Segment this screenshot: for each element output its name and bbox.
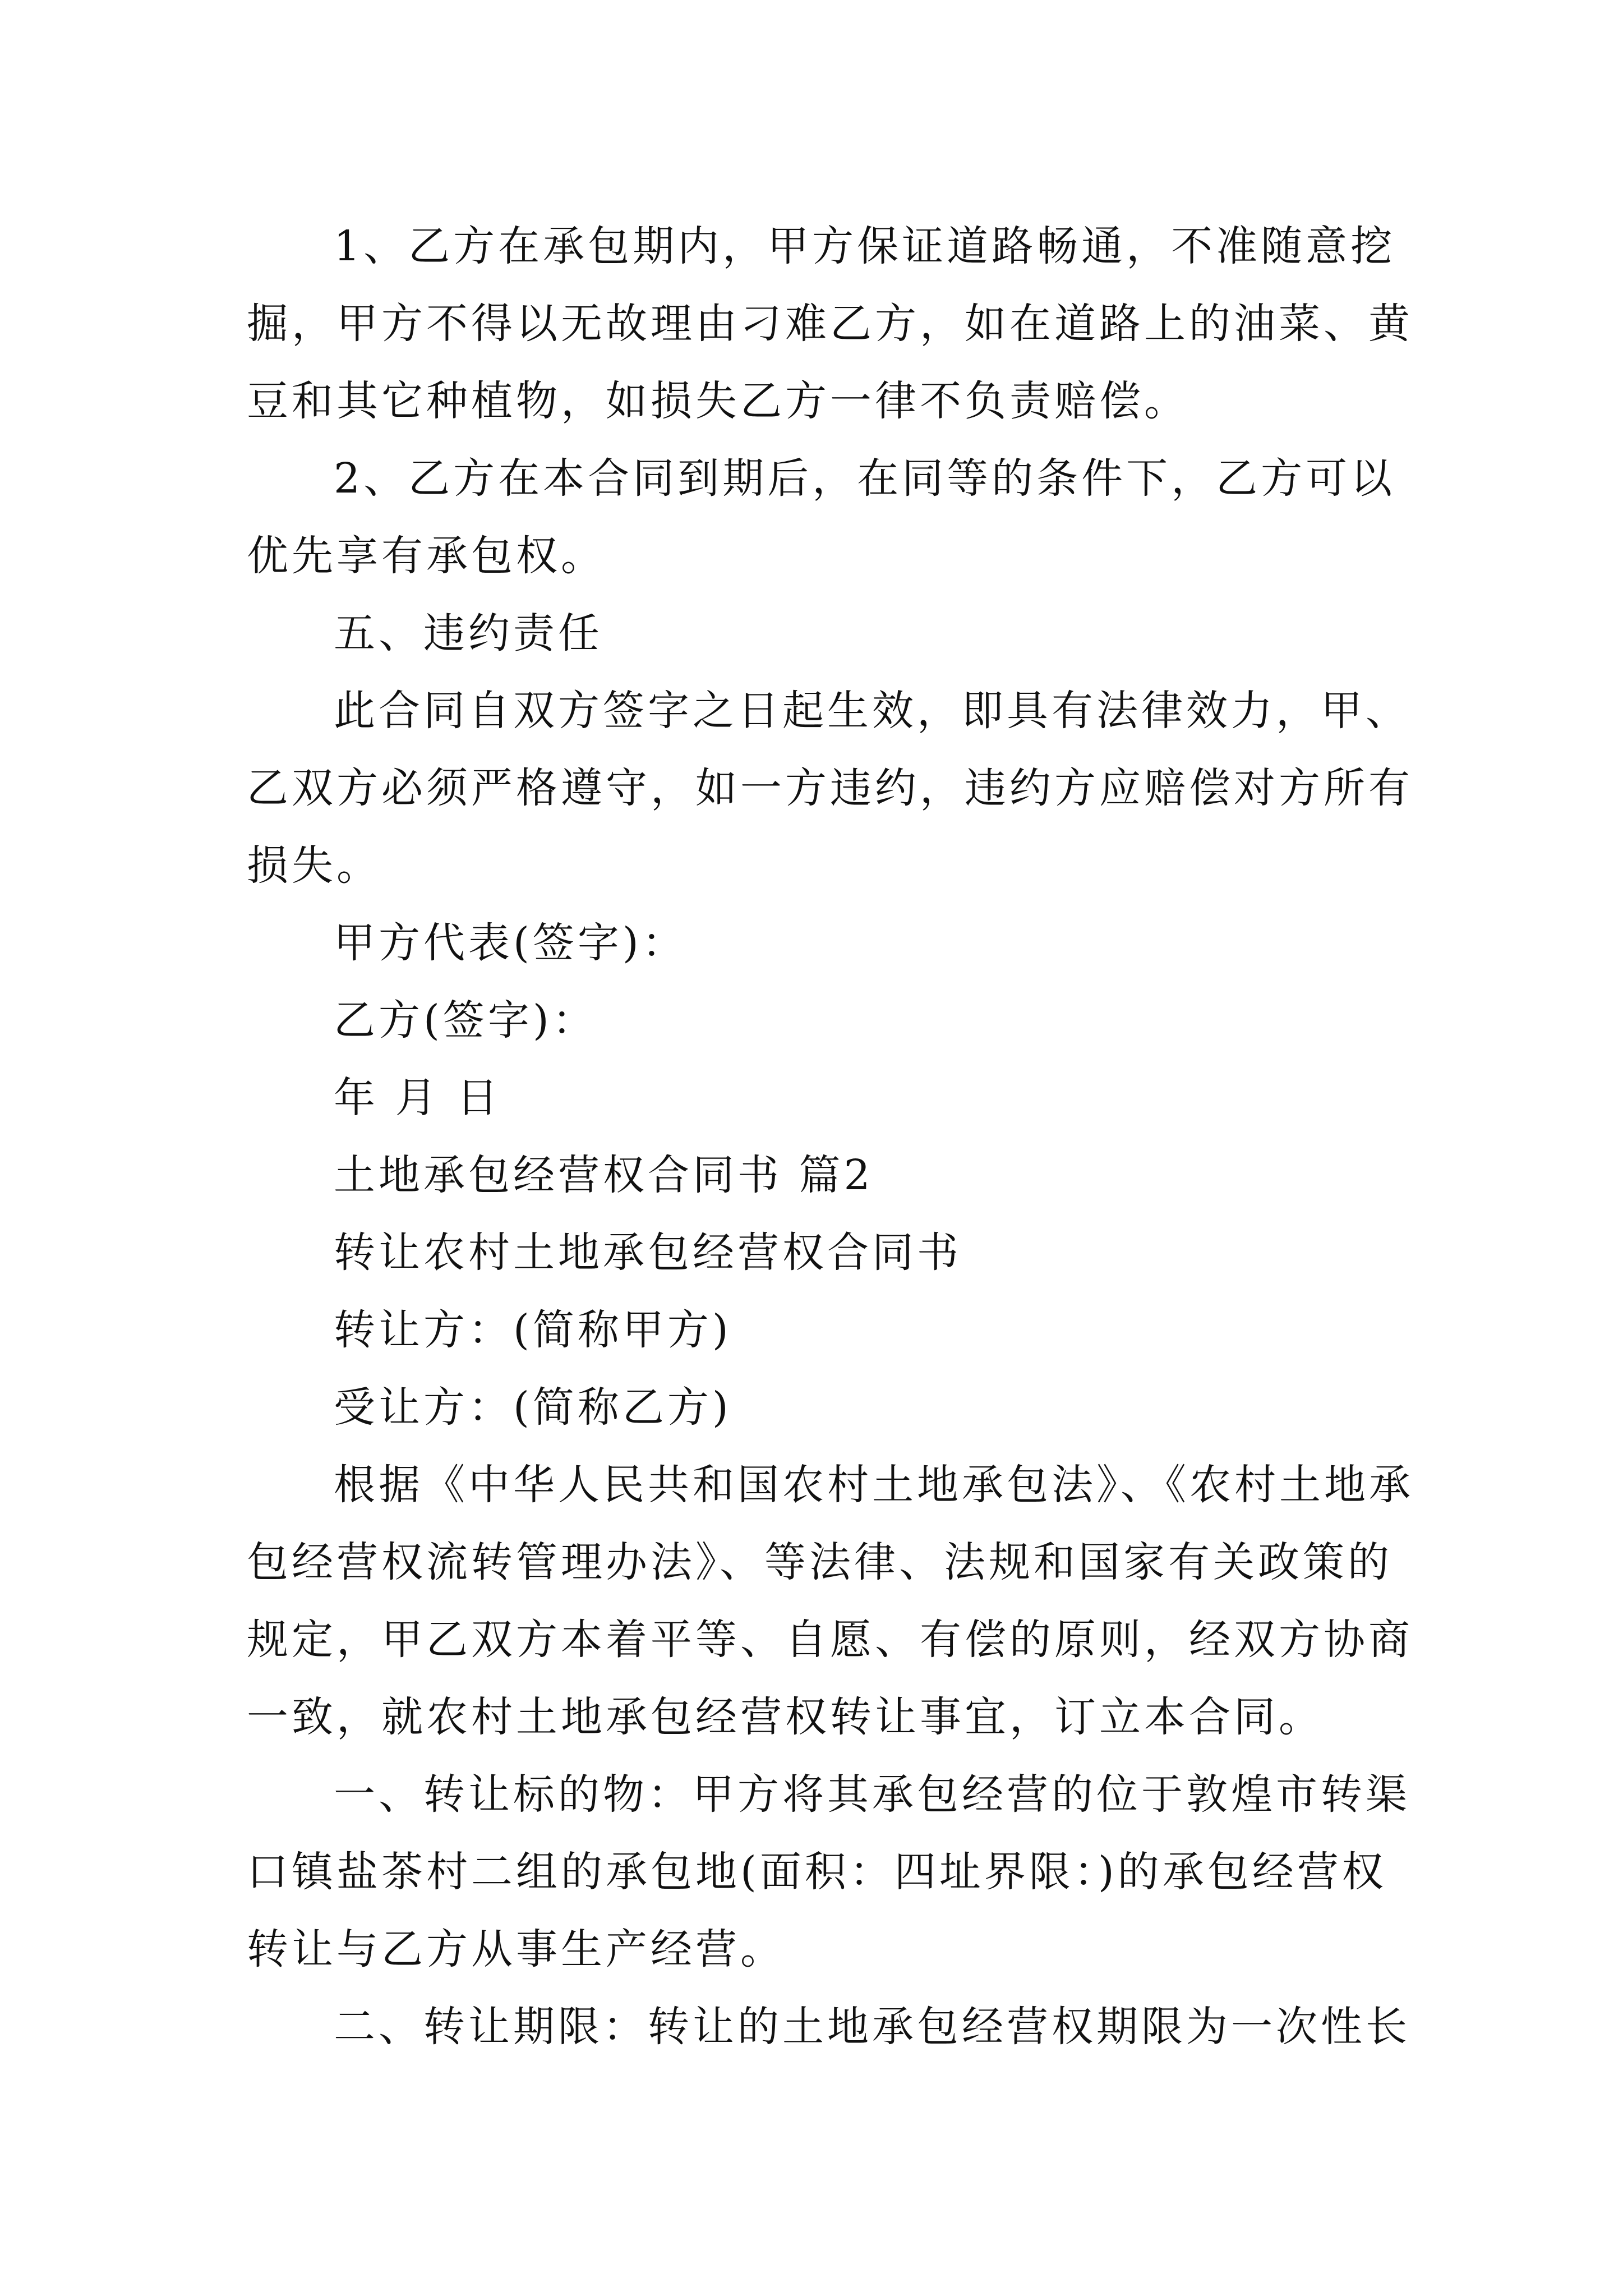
section-heading: 五、违约责任	[334, 609, 603, 657]
signature-line-party-b: 乙方(签字)：	[334, 996, 597, 1045]
text-line: 二、转让期限：转让的土地承包经营权期限为一次性长	[334, 2003, 1410, 2051]
text-line: 转让与乙方从事生产经营。	[247, 1925, 785, 1973]
text-line: 掘，甲方不得以无故理由刁难乙方，如在道路上的油菜、黄	[247, 300, 1413, 348]
document-body	[247, 208, 1414, 2065]
text-line: 一致，就农村土地承包经营权转让事宜，订立本合同。	[247, 1693, 1324, 1741]
text-line: 此合同自双方签字之日起生效，即具有法律效力，甲、	[334, 687, 1410, 735]
text-line: 2、乙方在本合同到期后，在同等的条件下，乙方可以	[334, 454, 1396, 503]
signature-line-party-a: 甲方代表(签字)：	[334, 919, 687, 967]
text-line: 口镇盐茶村二组的承包地(面积：四址界限：)的承包经营权	[247, 1848, 1387, 1896]
date-line: 年 月 日	[334, 1074, 502, 1122]
text-line: 乙双方必须严格遵守，如一方违约，违约方应赔偿对方所有	[247, 764, 1413, 812]
text-line: 豆和其它种植物，如损失乙方一律不负责赔偿。	[247, 377, 1189, 425]
section-heading: 土地承包经营权合同书 篇2	[334, 1151, 874, 1199]
text-line: 损失。	[247, 841, 381, 890]
text-line: 优先享有承包权。	[247, 532, 606, 580]
text-line: 包经营权流转管理办法》、等法律、法规和国家有关政策的	[247, 1538, 1393, 1586]
text-line: 规定，甲乙双方本着平等、自愿、有偿的原则，经双方协商	[247, 1616, 1413, 1664]
text-line: 一、转让标的物：甲方将其承包经营的位于敦煌市转渠	[334, 1770, 1410, 1819]
transferee-line: 受让方：(简称乙方)	[334, 1383, 732, 1432]
contract-title: 转让农村土地承包经营权合同书	[334, 1228, 962, 1277]
text-line: 1、乙方在承包期内，甲方保证道路畅通，不准随意挖	[334, 222, 1396, 270]
text-line: 根据《中华人民共和国农村土地承包法》、《农村土地承	[334, 1461, 1414, 1509]
transferor-line: 转让方：(简称甲方)	[334, 1306, 732, 1354]
